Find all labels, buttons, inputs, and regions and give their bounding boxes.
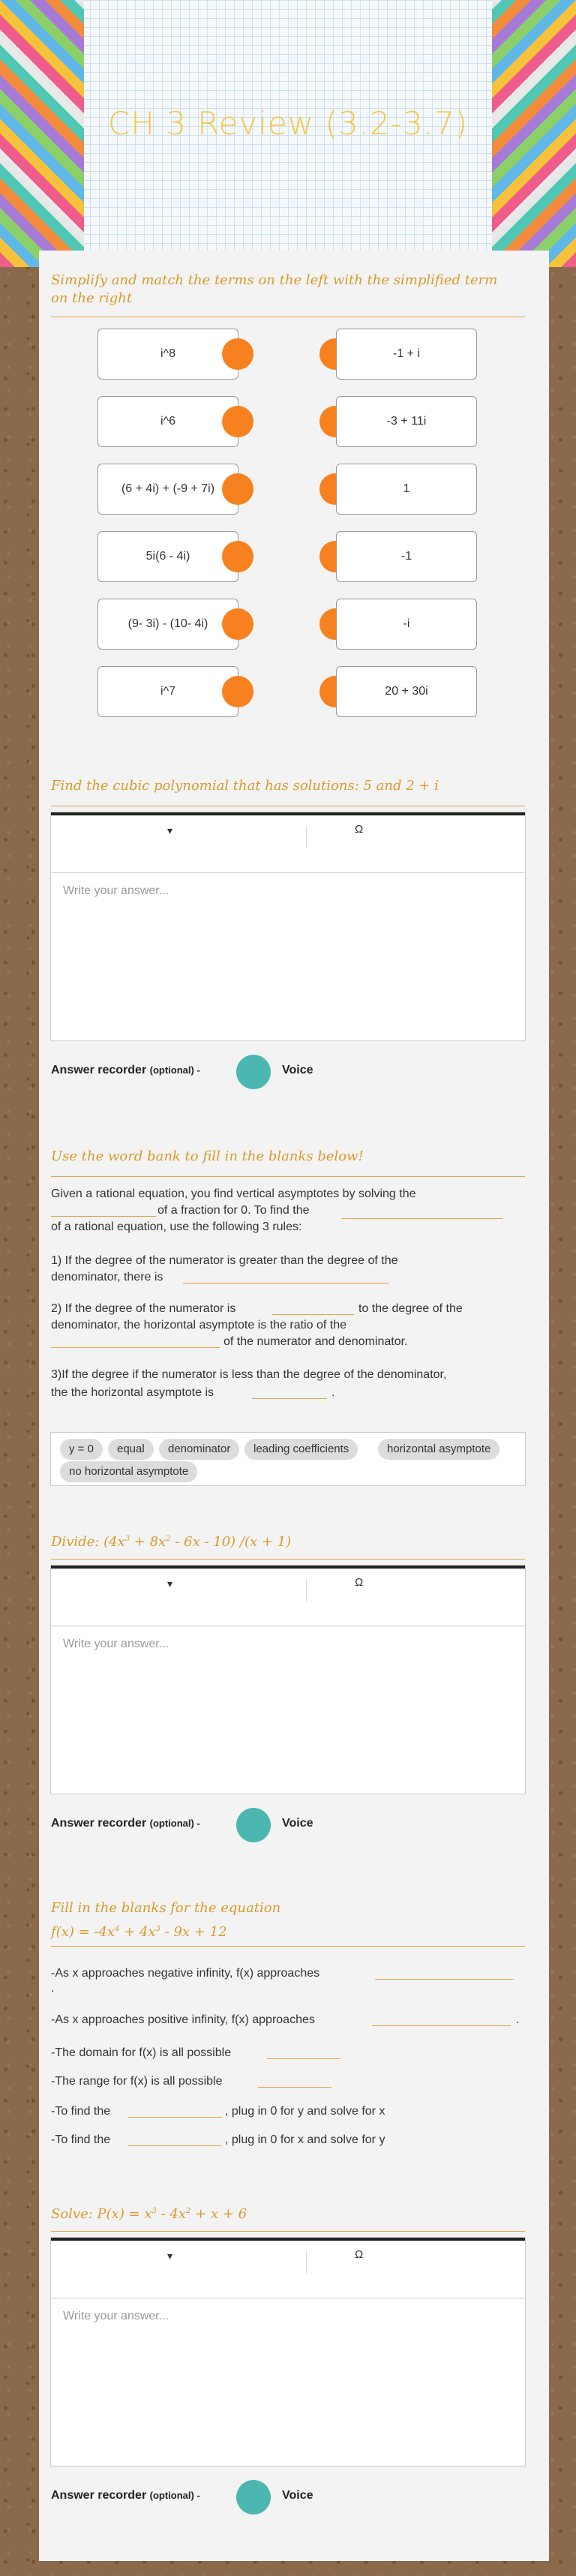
voice-record-button[interactable] <box>236 2480 271 2514</box>
word-chip[interactable]: equal <box>108 1439 154 1460</box>
blank-field[interactable] <box>258 2073 332 2088</box>
text-line: of a rational equation, use the following 3 rules: <box>51 1220 302 1233</box>
voice-record-button[interactable] <box>236 1055 271 1089</box>
editor-toolbar <box>51 1566 525 1626</box>
word-bank <box>50 1432 526 1486</box>
editor-toolbar <box>51 2238 525 2298</box>
word-chip[interactable]: denominator <box>159 1439 239 1460</box>
text-line: to the degree of the <box>358 1302 463 1315</box>
voice-record-button[interactable] <box>236 1808 271 1842</box>
match-left-term[interactable]: 5i(6 - 4i) <box>98 531 238 582</box>
word-chip[interactable]: horizontal asymptote <box>378 1439 500 1460</box>
text-line: denominator, the horizontal asymptote is the ratio of the <box>51 1319 347 1332</box>
toolbar-separator <box>306 2251 307 2274</box>
word-chip[interactable]: no horizontal asymptote <box>60 1461 197 1482</box>
word-chip[interactable]: y = 0 <box>60 1439 103 1460</box>
match-left-term[interactable]: (6 + 4i) + (-9 + 7i) <box>98 464 238 515</box>
text-line: denominator, there is <box>51 1271 164 1283</box>
chevron-pattern-right <box>492 0 576 267</box>
blank-field[interactable] <box>252 1385 327 1399</box>
header-banner <box>0 0 576 267</box>
text-line: -The range for f(x) is all possible <box>51 2075 223 2088</box>
text-line: . <box>516 2013 520 2026</box>
match-connector-dot[interactable] <box>222 541 254 572</box>
voice-label: Voice <box>282 1064 314 1076</box>
match-right-term[interactable]: -i <box>336 599 477 650</box>
solve-question-title: Solve: $P(x) = x^3 - 4x^2 + x + 6$ <box>51 2206 248 2222</box>
text-line: the the horizontal asymptote is <box>51 1386 214 1399</box>
matching-instruction: Simplify and match the terms on the left with the simplified term on the right <box>51 272 498 306</box>
voice-label: Voice <box>282 2489 314 2502</box>
format-dropdown[interactable]: ▾ <box>167 2250 173 2262</box>
text-line: -The domain for f(x) is all possible <box>51 2046 232 2059</box>
special-char-button[interactable]: Ω <box>355 823 364 836</box>
blank-field[interactable] <box>183 1269 389 1283</box>
match-connector-dot[interactable] <box>222 338 254 370</box>
match-right-term[interactable]: -3 + 11i <box>336 396 477 447</box>
text-line: . <box>51 1982 55 1995</box>
answer-recorder-label: Answer recorder (optional) - <box>51 2489 200 2502</box>
voice-label: Voice <box>282 1817 314 1830</box>
page-title: CH 3 Review (3.2-3.7) <box>107 105 469 142</box>
special-char-button[interactable]: Ω <box>355 2248 364 2261</box>
format-dropdown[interactable]: ▾ <box>167 824 173 836</box>
answer-editor-cubic[interactable] <box>50 812 526 1041</box>
text-line: -As x approaches positive infinity, f(x) approaches <box>51 2013 315 2026</box>
match-connector-dot[interactable] <box>222 473 254 505</box>
match-left-term[interactable]: i^8 <box>98 329 238 380</box>
divide-question-title: Divide: $(4x^3 + 8x^2 - 6x - 10) /(x + 1)$ <box>51 1534 292 1550</box>
cubic-question-title: Find the cubic polynomial that has solutions: 5 and 2 + i <box>51 778 439 794</box>
text-line: -As x approaches negative infinity, f(x) approaches <box>51 1967 320 1980</box>
blank-field[interactable] <box>128 2132 222 2146</box>
divider <box>51 1559 525 1560</box>
text-line: of a fraction for 0. To find the <box>158 1204 310 1217</box>
answer-placeholder: Write your answer... <box>63 884 170 897</box>
text-line: 1) If the degree of the numerator is greater than the degree of the <box>51 1254 398 1267</box>
match-right-term[interactable]: 20 + 30i <box>336 666 477 717</box>
text-line: , plug in 0 for x and solve for y <box>225 2133 386 2146</box>
match-left-term[interactable]: (9- 3i) - (10- 4i) <box>98 599 238 650</box>
toolbar-separator <box>306 826 307 848</box>
special-char-button[interactable]: Ω <box>355 1576 364 1589</box>
blank-field[interactable] <box>375 1965 514 1980</box>
match-right-term[interactable]: -1 + i <box>336 329 477 380</box>
match-connector-dot[interactable] <box>222 676 254 707</box>
answer-recorder-label: Answer recorder (optional) - <box>51 1817 200 1830</box>
text-line: 2) If the degree of the numerator is <box>51 1302 236 1315</box>
blank-field[interactable] <box>372 2012 511 2026</box>
text-line: 3)If the degree if the numerator is less than the degree of the denominator, <box>51 1368 447 1381</box>
text-line: Given a rational equation, you find vertical asymptotes by solving the <box>51 1187 416 1200</box>
match-connector-dot[interactable] <box>222 608 254 640</box>
editor-toolbar <box>51 812 525 873</box>
text-line: -To find the <box>51 2133 111 2146</box>
blank-field[interactable] <box>51 1334 220 1348</box>
blank-field[interactable] <box>267 2045 340 2059</box>
blank-field[interactable] <box>51 1202 156 1217</box>
match-connector-dot[interactable] <box>222 406 254 437</box>
text-line: -To find the <box>51 2105 111 2118</box>
format-dropdown[interactable]: ▾ <box>167 1578 173 1590</box>
divider <box>51 2231 525 2232</box>
word-chip[interactable]: leading coefficients <box>244 1439 358 1460</box>
text-line: . <box>332 1386 335 1399</box>
match-right-term[interactable]: -1 <box>336 531 477 582</box>
answer-recorder-label: Answer recorder (optional) - <box>51 1064 200 1076</box>
match-right-term[interactable]: 1 <box>336 464 477 515</box>
answer-editor-solve[interactable] <box>50 2237 526 2466</box>
answer-editor-divide[interactable] <box>50 1565 526 1794</box>
fill-equation-title: Fill in the blanks for the equation <box>51 1900 281 1916</box>
answer-placeholder: Write your answer... <box>63 1638 170 1650</box>
divider <box>51 1946 525 1947</box>
answer-placeholder: Write your answer... <box>63 2310 170 2322</box>
text-line: , plug in 0 for y and solve for x <box>225 2105 386 2118</box>
text-line: of the numerator and denominator. <box>224 1335 408 1348</box>
equation: $f(x) = -4x^4 + 4x^3 - 9x + 12$ <box>51 1924 227 1940</box>
chevron-pattern-left <box>0 0 84 267</box>
match-left-term[interactable]: i^7 <box>98 666 238 717</box>
toolbar-separator <box>306 1579 307 1602</box>
blank-field[interactable] <box>128 2103 222 2118</box>
divider <box>51 1176 525 1177</box>
wordbank-title: Use the word bank to fill in the blanks below! <box>51 1148 364 1164</box>
blank-field[interactable] <box>272 1301 354 1315</box>
blank-field[interactable] <box>341 1205 502 1219</box>
match-left-term[interactable]: i^6 <box>98 396 238 447</box>
